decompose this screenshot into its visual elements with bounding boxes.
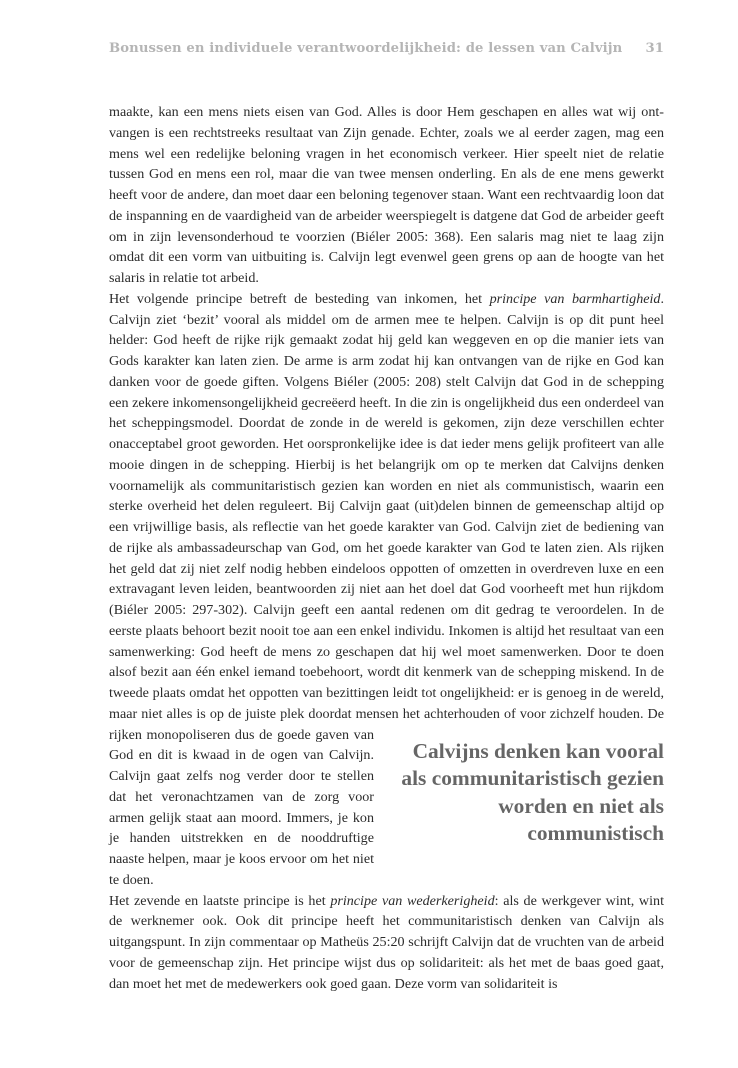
principle-wederkerigheid: principe van wederkerigheid (330, 892, 495, 909)
paragraph-3-body: : als de werkgever wint, wint de werknemer ook. Ook dit principe heeft het communitaristisch denken van Calvijn als uitgangspunt. In zijn commentaar op Matheüs 25:20 schrijft Calvijn dat de vruchten van de arbeid voor de gemeenschap zijn. Het principe wijst dus op solidariteit: als het met de baas goed gaat, dan moet het met de medewerkers ook goed gaan. Deze vorm van solidariteit is (109, 892, 664, 992)
paragraph-3 (109, 891, 664, 995)
paragraph-1: maakte, kan een mens niets eisen van God. Alles is door Hem geschapen en alles wat wij ontvangen is een rechtstreeks resultaat van Zijn genade. Echter, zoals we al eerder zagen, mag een mens wel een redelijke beloning vragen in het economisch verkeer. Hier speelt niet de relatie tussen God en mens een rol, maar die van twee mensen onderling. En als de ene mens gewerkt heeft voor de andere, dan moet daar een beloning tegenover staan. Want een rechtvaardig loon dat de inspanning en de vaardigheid van de arbeider weerspiegelt is datgene dat God de arbeider geeft om in zijn levensonderhoud te voorzien (Biéler 2005: 368). Een salaris mag niet te laag zijn omdat dit een vorm van uitbuiting is. Calvijn legt evenwel geen grens op aan de hoogte van het salaris in relatie tot arbeid. (109, 104, 664, 286)
running-header (109, 41, 664, 61)
body-text (109, 102, 664, 994)
pull-quote: Calvijns denken kan vooral als communitaristisch gezien worden en niet als communistisch (401, 738, 664, 846)
page-number: 31 (645, 41, 664, 56)
paragraph-3-lead: Het zevende en laatste principe is het (109, 892, 331, 909)
paragraph-2 (109, 289, 664, 891)
running-title: Bonussen en individuele verantwoordelijkheid: de lessen van Calvijn (109, 41, 623, 56)
paragraph-2-lead: Het volgende principe betreft de besteding van inkomen, het (109, 290, 490, 307)
paragraph-2-body: . Calvijn ziet ‘bezit’ vooral als middel om de armen mee te helpen. Calvijn is op dit punt heel helder: God heeft de rijke rijk gemaakt zodat hij geld kan weggeven en op die manier iets van Gods karakter kan laten zien. De arme is arm zodat hij kan ontvangen van de rijke en God kan danken voor de goede giften. Volgens Biéler (2005: 208) stelt Calvijn dat God in de schepping een zekere inkomensongelijkheid gecreëerd heeft. In die zin is ongelijkheid dus een onderdeel van het scheppingsmodel. Doordat de zonde in de wereld is gekomen, zijn deze verschillen echter onacceptabel groot geworden. Het oorspronkelijke idee is dat ieder mens gelijk profiteert van alle mooie dingen in de schepping. Hierbij is het belangrijk om op te merken dat Calvijns denken voornamelijk als communitaristisch gezien kan worden en niet als communistisch, waarin een sterke overheid het delen reguleert. Bij Calvijn gaat (uit)delen binnen de gemeenschap altijd op een vrijwillige basis, als reflectie van het goede karakter van God. Calvijn ziet de bediening van de rijke als ambassadeurschap van God, om het goede karakter van God te laten zien. Als rijken het geld dat zij niet zelf nodig hebben eindeloos oppotten of omzetten in overdreven luxe en een extravagant leven leiden, beantwoorden zij niet aan het doel dat God voorheeft met hun rijkdom (Biéler 2005: 297-302). Calvijn geeft een aantal redenen om dit gedrag te veroordelen. In de eerste plaats behoort bezit nooit toe aan een enkel individu. Inkomen is altijd het resultaat van een samenwerking: God heeft de mens zo geschapen dat hij wel moet samenwerken. Door te doen alsof bezit aan één enkel iemand toebehoort, wordt dit kenmerk van de schepping miskend. In de tweede plaats omdat het oppotten van bezittingen leidt tot ongelijkheid: er is genoeg in de wereld, maar niet alles is op de juiste plek doordat mensen het achterhouden of voor zichzelf houden. De rijken monopoliseren dus de goede gaven van God en dit is kwaad in de ogen van Calvijn. Calvijn gaat zelfs nog verder door te stellen dat het veronachtzamen van de zorg voor armen gelijk staat aan moord. Immers, je kon je handen uitstrekken en de nooddruftige naaste helpen, maar je koos ervoor om het niet te doen. (109, 290, 665, 888)
principle-barmhartigheid: principe van barmhartigheid (489, 290, 661, 307)
